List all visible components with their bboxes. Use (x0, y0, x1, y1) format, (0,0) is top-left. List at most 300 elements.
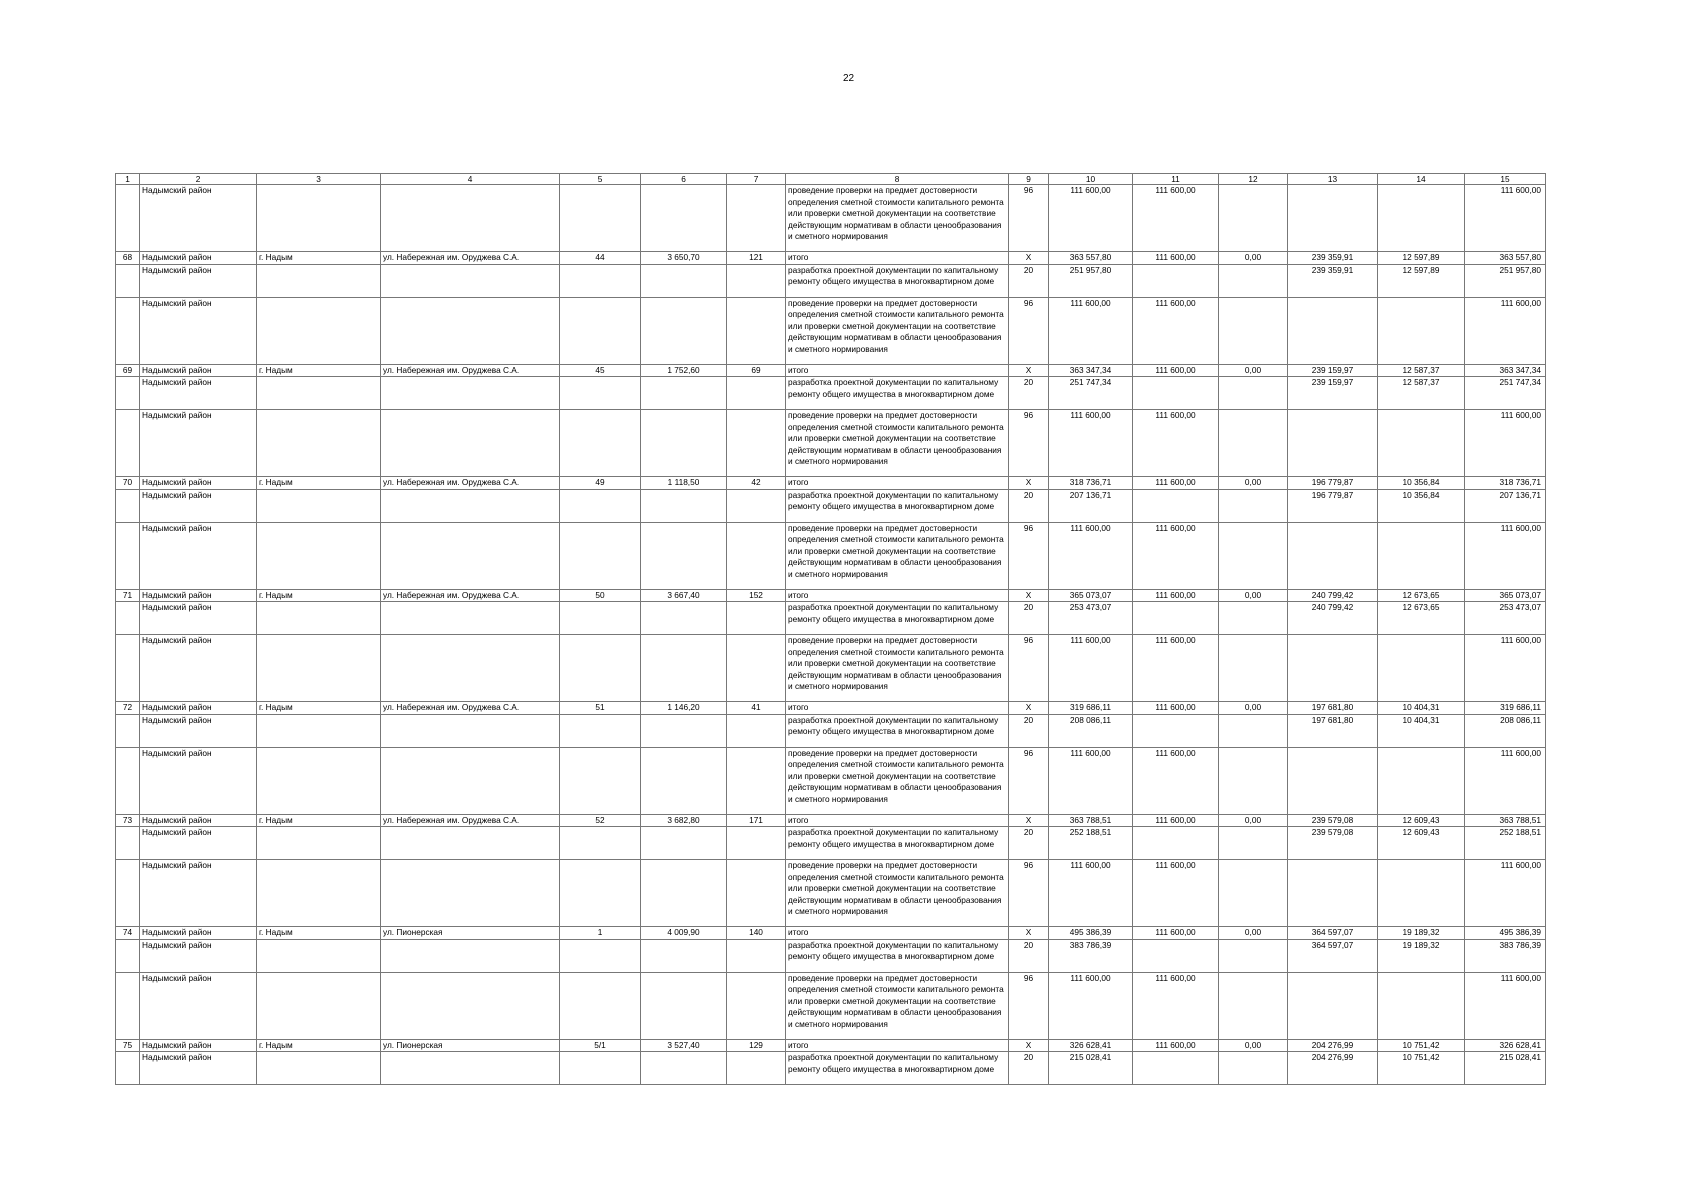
col-house (560, 602, 641, 635)
col-total: 111 600,00 (1049, 297, 1133, 364)
col-number (116, 747, 140, 814)
col-sum: 251 957,80 (1465, 264, 1546, 297)
col-residents (727, 264, 786, 297)
col-fund: 239 359,91 (1288, 252, 1378, 265)
col-sum: 111 600,00 (1465, 635, 1546, 702)
col-total: 208 086,11 (1049, 714, 1133, 747)
col-regional: 0,00 (1219, 702, 1288, 715)
col-house: 50 (560, 589, 641, 602)
col-code: 96 (1009, 972, 1049, 1039)
col-sum: 207 136,71 (1465, 489, 1546, 522)
col-budget (1133, 714, 1219, 747)
col-total: 111 600,00 (1049, 185, 1133, 252)
col-street (381, 297, 560, 364)
col-fund: 204 276,99 (1288, 1039, 1378, 1052)
col-fund: 364 597,07 (1288, 939, 1378, 972)
header-col-number: 1 (116, 174, 140, 185)
col-area: 3 667,40 (641, 589, 727, 602)
col-city (257, 747, 381, 814)
col-regional: 0,00 (1219, 477, 1288, 490)
col-residents (727, 522, 786, 589)
table-row (116, 477, 1546, 490)
col-area: 1 752,60 (641, 364, 727, 377)
col-residents (727, 377, 786, 410)
col-district: Надымский район (140, 1052, 257, 1085)
col-fund: 239 159,97 (1288, 364, 1378, 377)
table-row (116, 264, 1546, 297)
col-owners: 19 189,32 (1378, 939, 1465, 972)
col-regional (1219, 939, 1288, 972)
col-area: 3 682,80 (641, 814, 727, 827)
col-owners (1378, 410, 1465, 477)
col-city (257, 377, 381, 410)
table-row (116, 410, 1546, 477)
col-street (381, 489, 560, 522)
col-owners: 12 609,43 (1378, 827, 1465, 860)
col-sum: 252 188,51 (1465, 827, 1546, 860)
col-house (560, 377, 641, 410)
col-city: г. Надым (257, 1039, 381, 1052)
col-house (560, 522, 641, 589)
col-code: 96 (1009, 522, 1049, 589)
col-number (116, 522, 140, 589)
col-street (381, 410, 560, 477)
col-code: 20 (1009, 489, 1049, 522)
col-code: X (1009, 252, 1049, 265)
col-area: 3 650,70 (641, 252, 727, 265)
col-fund: 364 597,07 (1288, 927, 1378, 940)
col-residents: 69 (727, 364, 786, 377)
col-regional: 0,00 (1219, 252, 1288, 265)
col-district: Надымский район (140, 939, 257, 972)
col-total: 207 136,71 (1049, 489, 1133, 522)
col-city: г. Надым (257, 702, 381, 715)
col-house: 52 (560, 814, 641, 827)
col-total: 363 347,34 (1049, 364, 1133, 377)
header-col-work-type: 8 (786, 174, 1009, 185)
col-city (257, 297, 381, 364)
col-street (381, 522, 560, 589)
col-number (116, 185, 140, 252)
col-city (257, 602, 381, 635)
table-body (116, 185, 1546, 1085)
col-regional (1219, 297, 1288, 364)
col-house: 49 (560, 477, 641, 490)
col-work-type: проведение проверки на предмет достоверности определения сметной стоимости капитального ремонта или проверки сметной документации на соответствие действующим нормативам в области ценообразования и сметного нормирования (786, 860, 1009, 927)
col-owners: 10 751,42 (1378, 1039, 1465, 1052)
col-area (641, 297, 727, 364)
col-code: 20 (1009, 602, 1049, 635)
col-budget (1133, 602, 1219, 635)
col-street (381, 827, 560, 860)
table-row (116, 927, 1546, 940)
col-regional: 0,00 (1219, 927, 1288, 940)
col-city (257, 264, 381, 297)
col-residents (727, 860, 786, 927)
col-number: 74 (116, 927, 140, 940)
col-sum: 111 600,00 (1465, 410, 1546, 477)
col-house (560, 714, 641, 747)
col-area (641, 185, 727, 252)
col-fund (1288, 522, 1378, 589)
col-city: г. Надым (257, 927, 381, 940)
col-total: 319 686,11 (1049, 702, 1133, 715)
col-regional (1219, 1052, 1288, 1085)
col-sum: 111 600,00 (1465, 297, 1546, 364)
col-residents: 152 (727, 589, 786, 602)
col-work-type: разработка проектной документации по капитальному ремонту общего имущества в многоквартирном доме (786, 827, 1009, 860)
col-number (116, 972, 140, 1039)
col-district: Надымский район (140, 602, 257, 635)
col-area (641, 410, 727, 477)
col-code: X (1009, 364, 1049, 377)
col-regional: 0,00 (1219, 589, 1288, 602)
col-city (257, 972, 381, 1039)
col-house (560, 489, 641, 522)
col-street: ул. Набережная им. Оруджева С.А. (381, 477, 560, 490)
table-row (116, 252, 1546, 265)
col-city (257, 827, 381, 860)
col-budget: 111 600,00 (1133, 1039, 1219, 1052)
col-district: Надымский район (140, 747, 257, 814)
header-col-code: 9 (1009, 174, 1049, 185)
col-budget: 111 600,00 (1133, 364, 1219, 377)
page-number: 22 (842, 73, 855, 84)
table-row (116, 714, 1546, 747)
col-area (641, 1052, 727, 1085)
col-house (560, 939, 641, 972)
col-fund: 240 799,42 (1288, 589, 1378, 602)
col-street (381, 939, 560, 972)
col-owners: 12 597,89 (1378, 264, 1465, 297)
table-row (116, 489, 1546, 522)
col-house (560, 297, 641, 364)
table-row (116, 860, 1546, 927)
header-col-budget: 11 (1133, 174, 1219, 185)
col-area: 1 146,20 (641, 702, 727, 715)
header-col-owners: 14 (1378, 174, 1465, 185)
col-house: 44 (560, 252, 641, 265)
col-city (257, 522, 381, 589)
col-fund (1288, 185, 1378, 252)
col-residents (727, 972, 786, 1039)
col-budget (1133, 1052, 1219, 1085)
col-area (641, 264, 727, 297)
col-house (560, 972, 641, 1039)
col-district: Надымский район (140, 264, 257, 297)
col-house (560, 264, 641, 297)
col-district: Надымский район (140, 477, 257, 490)
col-area (641, 972, 727, 1039)
col-number (116, 827, 140, 860)
col-regional: 0,00 (1219, 814, 1288, 827)
col-fund (1288, 747, 1378, 814)
col-work-type: проведение проверки на предмет достоверности определения сметной стоимости капитального ремонта или проверки сметной документации на соответствие действующим нормативам в области ценообразования и сметного нормирования (786, 635, 1009, 702)
table-row (116, 297, 1546, 364)
col-total: 318 736,71 (1049, 477, 1133, 490)
col-owners (1378, 185, 1465, 252)
col-total: 111 600,00 (1049, 860, 1133, 927)
col-work-type: итого (786, 589, 1009, 602)
col-district: Надымский район (140, 589, 257, 602)
col-work-type: итого (786, 364, 1009, 377)
col-city (257, 714, 381, 747)
col-total: 111 600,00 (1049, 635, 1133, 702)
col-number (116, 410, 140, 477)
header-col-total: 10 (1049, 174, 1133, 185)
col-sum: 383 786,39 (1465, 939, 1546, 972)
col-street (381, 185, 560, 252)
col-total: 252 188,51 (1049, 827, 1133, 860)
col-area (641, 860, 727, 927)
col-street (381, 747, 560, 814)
col-fund: 204 276,99 (1288, 1052, 1378, 1085)
col-fund: 239 579,08 (1288, 814, 1378, 827)
col-regional (1219, 714, 1288, 747)
col-owners (1378, 860, 1465, 927)
col-owners: 19 189,32 (1378, 927, 1465, 940)
col-sum: 326 628,41 (1465, 1039, 1546, 1052)
header-col-house: 5 (560, 174, 641, 185)
col-budget (1133, 489, 1219, 522)
col-regional (1219, 635, 1288, 702)
col-fund: 239 579,08 (1288, 827, 1378, 860)
col-house (560, 635, 641, 702)
col-residents (727, 185, 786, 252)
col-budget: 111 600,00 (1133, 860, 1219, 927)
col-code: X (1009, 927, 1049, 940)
col-number (116, 489, 140, 522)
col-city: г. Надым (257, 477, 381, 490)
col-work-type: итого (786, 477, 1009, 490)
col-code: 96 (1009, 635, 1049, 702)
col-owners: 10 404,31 (1378, 714, 1465, 747)
col-district: Надымский район (140, 635, 257, 702)
col-regional (1219, 377, 1288, 410)
table-row (116, 747, 1546, 814)
col-number: 69 (116, 364, 140, 377)
col-district: Надымский район (140, 364, 257, 377)
col-code: 20 (1009, 827, 1049, 860)
col-work-type: разработка проектной документации по капитальному ремонту общего имущества в многоквартирном доме (786, 377, 1009, 410)
col-street (381, 972, 560, 1039)
col-work-type: разработка проектной документации по капитальному ремонту общего имущества в многоквартирном доме (786, 489, 1009, 522)
col-total: 363 788,51 (1049, 814, 1133, 827)
col-code: X (1009, 589, 1049, 602)
col-work-type: итого (786, 252, 1009, 265)
col-fund (1288, 972, 1378, 1039)
col-total: 215 028,41 (1049, 1052, 1133, 1085)
col-street: ул. Набережная им. Оруджева С.А. (381, 814, 560, 827)
data-table (115, 173, 1546, 1085)
header-row (116, 174, 1546, 185)
col-code: 96 (1009, 185, 1049, 252)
col-sum: 215 028,41 (1465, 1052, 1546, 1085)
col-owners: 12 609,43 (1378, 814, 1465, 827)
col-work-type: проведение проверки на предмет достоверности определения сметной стоимости капитального ремонта или проверки сметной документации на соответствие действующим нормативам в области ценообразования и сметного нормирования (786, 410, 1009, 477)
col-regional: 0,00 (1219, 1039, 1288, 1052)
col-work-type: разработка проектной документации по капитальному ремонту общего имущества в многоквартирном доме (786, 714, 1009, 747)
col-work-type: итого (786, 814, 1009, 827)
col-sum: 365 073,07 (1465, 589, 1546, 602)
col-sum: 111 600,00 (1465, 747, 1546, 814)
col-code: 20 (1009, 714, 1049, 747)
col-residents: 42 (727, 477, 786, 490)
header-col-regional: 12 (1219, 174, 1288, 185)
table-row (116, 814, 1546, 827)
col-owners: 12 673,65 (1378, 589, 1465, 602)
col-city (257, 1052, 381, 1085)
col-fund: 197 681,80 (1288, 702, 1378, 715)
col-residents (727, 747, 786, 814)
col-sum: 111 600,00 (1465, 522, 1546, 589)
col-city (257, 939, 381, 972)
col-number: 71 (116, 589, 140, 602)
col-work-type: проведение проверки на предмет достоверности определения сметной стоимости капитального ремонта или проверки сметной документации на соответствие действующим нормативам в области ценообразования и сметного нормирования (786, 297, 1009, 364)
col-residents (727, 939, 786, 972)
col-number (116, 264, 140, 297)
col-work-type: разработка проектной документации по капитальному ремонту общего имущества в многоквартирном доме (786, 602, 1009, 635)
col-area (641, 747, 727, 814)
col-budget (1133, 264, 1219, 297)
table-row (116, 1052, 1546, 1085)
col-area (641, 827, 727, 860)
col-budget (1133, 939, 1219, 972)
table-row (116, 602, 1546, 635)
col-residents (727, 1052, 786, 1085)
col-regional (1219, 185, 1288, 252)
col-work-type: разработка проектной документации по капитальному ремонту общего имущества в многоквартирном доме (786, 1052, 1009, 1085)
col-district: Надымский район (140, 410, 257, 477)
col-district: Надымский район (140, 489, 257, 522)
col-code: 20 (1009, 264, 1049, 297)
col-code: 96 (1009, 747, 1049, 814)
col-area: 3 527,40 (641, 1039, 727, 1052)
col-number (116, 939, 140, 972)
col-district: Надымский район (140, 827, 257, 860)
col-area (641, 635, 727, 702)
col-fund: 196 779,87 (1288, 489, 1378, 522)
col-sum: 111 600,00 (1465, 860, 1546, 927)
col-total: 253 473,07 (1049, 602, 1133, 635)
col-house (560, 410, 641, 477)
col-city (257, 410, 381, 477)
col-residents: 41 (727, 702, 786, 715)
col-regional (1219, 489, 1288, 522)
col-city (257, 489, 381, 522)
col-work-type: разработка проектной документации по капитальному ремонту общего имущества в многоквартирном доме (786, 939, 1009, 972)
col-area: 4 009,90 (641, 927, 727, 940)
col-house: 51 (560, 702, 641, 715)
header-col-city: 3 (257, 174, 381, 185)
header-col-area: 6 (641, 174, 727, 185)
col-house (560, 860, 641, 927)
col-district: Надымский район (140, 814, 257, 827)
table-row (116, 522, 1546, 589)
col-street (381, 635, 560, 702)
col-residents: 140 (727, 927, 786, 940)
col-budget: 111 600,00 (1133, 522, 1219, 589)
col-budget: 111 600,00 (1133, 972, 1219, 1039)
col-sum: 208 086,11 (1465, 714, 1546, 747)
col-code: 96 (1009, 860, 1049, 927)
col-number (116, 297, 140, 364)
col-fund: 240 799,42 (1288, 602, 1378, 635)
col-house (560, 747, 641, 814)
col-owners (1378, 635, 1465, 702)
col-street: ул. Набережная им. Оруджева С.А. (381, 252, 560, 265)
col-regional (1219, 972, 1288, 1039)
col-city: г. Надым (257, 252, 381, 265)
col-budget: 111 600,00 (1133, 410, 1219, 477)
col-sum: 363 557,80 (1465, 252, 1546, 265)
col-district: Надымский район (140, 377, 257, 410)
col-street (381, 860, 560, 927)
col-sum: 319 686,11 (1465, 702, 1546, 715)
col-work-type: проведение проверки на предмет достоверности определения сметной стоимости капитального ремонта или проверки сметной документации на соответствие действующим нормативам в области ценообразования и сметного нормирования (786, 972, 1009, 1039)
col-residents (727, 714, 786, 747)
col-owners (1378, 747, 1465, 814)
col-owners (1378, 297, 1465, 364)
col-fund: 196 779,87 (1288, 477, 1378, 490)
col-work-type: проведение проверки на предмет достоверности определения сметной стоимости капитального ремонта или проверки сметной документации на соответствие действующим нормативам в области ценообразования и сметного нормирования (786, 747, 1009, 814)
col-regional (1219, 602, 1288, 635)
col-city (257, 185, 381, 252)
col-street: ул. Пионерская (381, 1039, 560, 1052)
col-total: 363 557,80 (1049, 252, 1133, 265)
col-residents (727, 489, 786, 522)
col-budget: 111 600,00 (1133, 477, 1219, 490)
col-owners: 10 751,42 (1378, 1052, 1465, 1085)
col-budget: 111 600,00 (1133, 702, 1219, 715)
table-row (116, 589, 1546, 602)
col-residents (727, 827, 786, 860)
col-number (116, 377, 140, 410)
col-sum: 318 736,71 (1465, 477, 1546, 490)
col-area (641, 602, 727, 635)
col-fund: 239 159,97 (1288, 377, 1378, 410)
col-code: X (1009, 477, 1049, 490)
col-owners: 10 356,84 (1378, 489, 1465, 522)
col-regional (1219, 827, 1288, 860)
col-budget: 111 600,00 (1133, 297, 1219, 364)
col-residents (727, 410, 786, 477)
col-owners: 10 356,84 (1378, 477, 1465, 490)
col-sum: 253 473,07 (1465, 602, 1546, 635)
col-fund (1288, 297, 1378, 364)
col-code: 96 (1009, 297, 1049, 364)
col-budget: 111 600,00 (1133, 252, 1219, 265)
col-total: 365 073,07 (1049, 589, 1133, 602)
col-sum: 495 386,39 (1465, 927, 1546, 940)
col-number: 68 (116, 252, 140, 265)
col-street (381, 602, 560, 635)
col-budget: 111 600,00 (1133, 185, 1219, 252)
col-work-type: итого (786, 702, 1009, 715)
col-code: X (1009, 702, 1049, 715)
table-row (116, 939, 1546, 972)
col-fund: 239 359,91 (1288, 264, 1378, 297)
col-regional (1219, 747, 1288, 814)
header-col-district: 2 (140, 174, 257, 185)
col-work-type: проведение проверки на предмет достоверности определения сметной стоимости капитального ремонта или проверки сметной документации на соответствие действующим нормативам в области ценообразования и сметного нормирования (786, 522, 1009, 589)
col-residents (727, 635, 786, 702)
table-row (116, 185, 1546, 252)
col-district: Надымский район (140, 714, 257, 747)
col-total: 495 386,39 (1049, 927, 1133, 940)
col-total: 111 600,00 (1049, 410, 1133, 477)
col-total: 251 747,34 (1049, 377, 1133, 410)
